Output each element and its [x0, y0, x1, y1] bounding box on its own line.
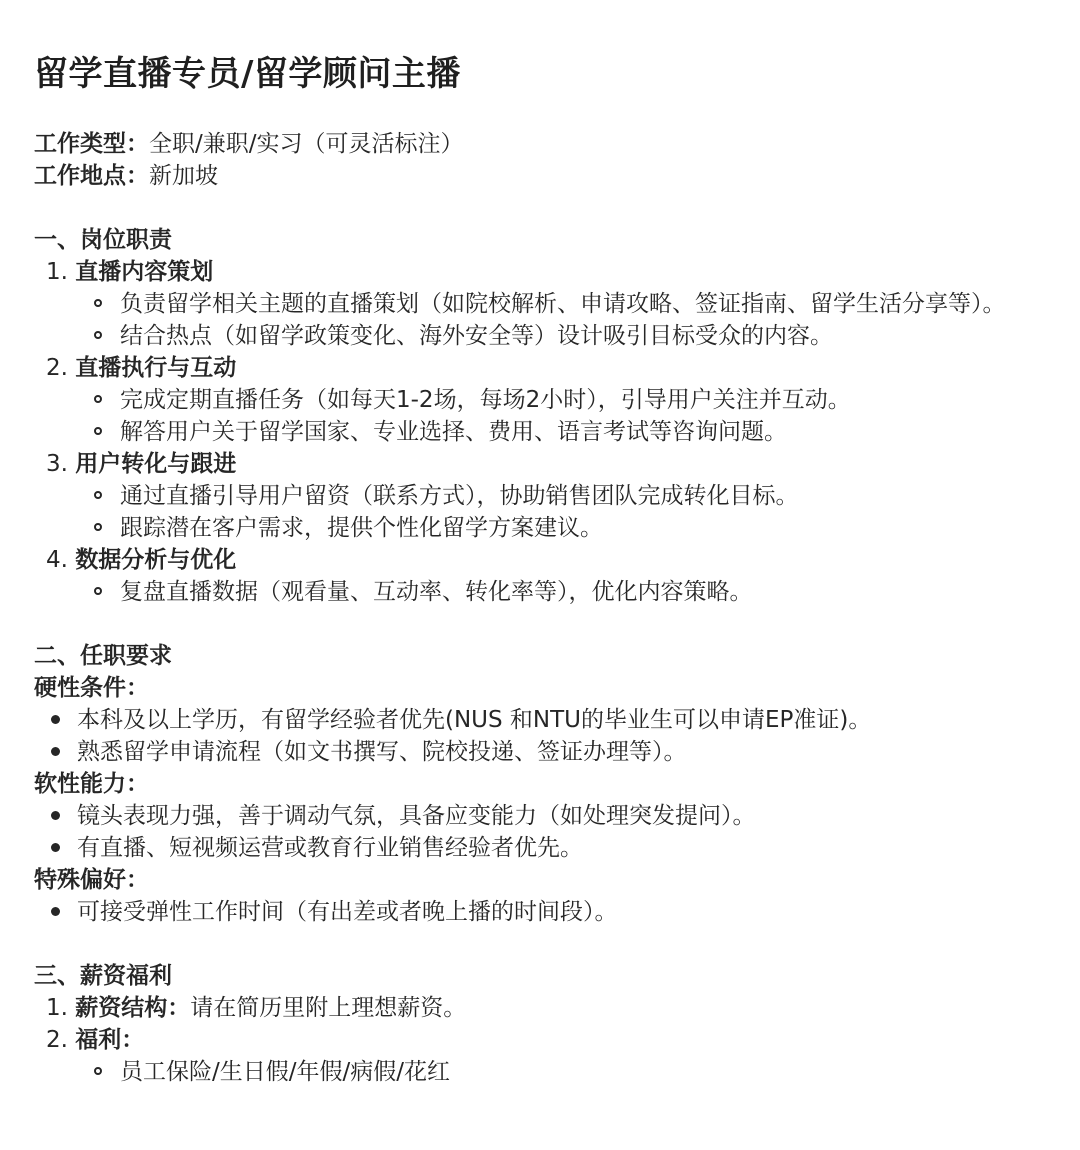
- bullet-dot-icon: [51, 907, 60, 916]
- item-title: 数据分析与优化: [75, 547, 237, 573]
- list-item: [46, 1024, 144, 1056]
- list-item: 跟踪潜在客户需求，提供个性化留学方案建议。: [120, 515, 603, 541]
- item-number: 1.: [46, 995, 68, 1021]
- circle-bullet-icon: [94, 427, 102, 435]
- item-title: 直播内容策划: [75, 259, 214, 285]
- bullet-dot-icon: [51, 715, 60, 724]
- item-number: 3.: [46, 451, 68, 477]
- item-title: 薪资结构：: [75, 995, 191, 1021]
- circle-bullet-icon: [94, 331, 102, 339]
- job-type-label: 工作类型：: [34, 131, 149, 157]
- item-text: 请在简历里附上理想薪资。: [190, 995, 467, 1021]
- circle-bullet-icon: [94, 523, 102, 531]
- list-item: 有直播、短视频运营或教育行业销售经验者优先。: [77, 835, 583, 861]
- item-title: 福利：: [75, 1027, 145, 1053]
- item-number: 1.: [46, 259, 68, 285]
- section-heading-benefits: 三、薪资福利: [34, 963, 172, 989]
- item-number: 2.: [46, 1027, 68, 1053]
- section-heading-responsibilities: 一、岗位职责: [34, 227, 172, 253]
- circle-bullet-icon: [94, 587, 102, 595]
- list-item: 本科及以上学历，有留学经验者优先(NUS 和NTU的毕业生可以申请EP准证)。: [77, 707, 872, 733]
- job-location-label: 工作地点：: [34, 163, 149, 189]
- list-item: [46, 256, 213, 288]
- item-number: 2.: [46, 355, 68, 381]
- job-type-value: 全职/兼职/实习（可灵活标注）: [149, 131, 464, 157]
- group-label: 软性能力：: [34, 771, 149, 797]
- group-label: 特殊偏好：: [34, 867, 149, 893]
- list-item: 结合热点（如留学政策变化、海外安全等）设计吸引目标受众的内容。: [120, 323, 833, 349]
- page-title: 留学直播专员/留学顾问主播: [34, 54, 461, 94]
- circle-bullet-icon: [94, 491, 102, 499]
- list-item: 员工保险/生日假/年假/病假/花红: [120, 1059, 450, 1085]
- list-item: 完成定期直播任务（如每天1-2场，每场2小时），引导用户关注并互动。: [120, 387, 851, 413]
- list-item: [46, 448, 236, 480]
- list-item: [46, 544, 236, 576]
- circle-bullet-icon: [94, 1067, 102, 1075]
- list-item: 镜头表现力强，善于调动气氛，具备应变能力（如处理突发提问）。: [77, 803, 756, 829]
- bullet-dot-icon: [51, 747, 60, 756]
- section-heading-requirements: 二、任职要求: [34, 643, 172, 669]
- list-item: [46, 352, 236, 384]
- list-item: [46, 992, 466, 1024]
- job-location-value: 新加坡: [149, 163, 218, 189]
- item-number: 4.: [46, 547, 68, 573]
- bullet-dot-icon: [51, 843, 60, 852]
- group-label: 硬性条件：: [34, 675, 149, 701]
- bullet-dot-icon: [51, 811, 60, 820]
- list-item: 解答用户关于留学国家、专业选择、费用、语言考试等咨询问题。: [120, 419, 787, 445]
- circle-bullet-icon: [94, 299, 102, 307]
- job-type-line: [34, 128, 464, 160]
- job-location-line: [34, 160, 218, 192]
- list-item: 可接受弹性工作时间（有出差或者晚上播的时间段）。: [77, 899, 618, 925]
- item-title: 直播执行与互动: [75, 355, 237, 381]
- list-item: 通过直播引导用户留资（联系方式），协助销售团队完成转化目标。: [120, 483, 799, 509]
- item-title: 用户转化与跟进: [75, 451, 237, 477]
- list-item: 复盘直播数据（观看量、互动率、转化率等），优化内容策略。: [120, 579, 753, 605]
- circle-bullet-icon: [94, 395, 102, 403]
- list-item: 熟悉留学申请流程（如文书撰写、院校投递、签证办理等）。: [77, 739, 687, 765]
- list-item: 负责留学相关主题的直播策划（如院校解析、申请攻略、签证指南、留学生活分享等）。: [120, 291, 1006, 317]
